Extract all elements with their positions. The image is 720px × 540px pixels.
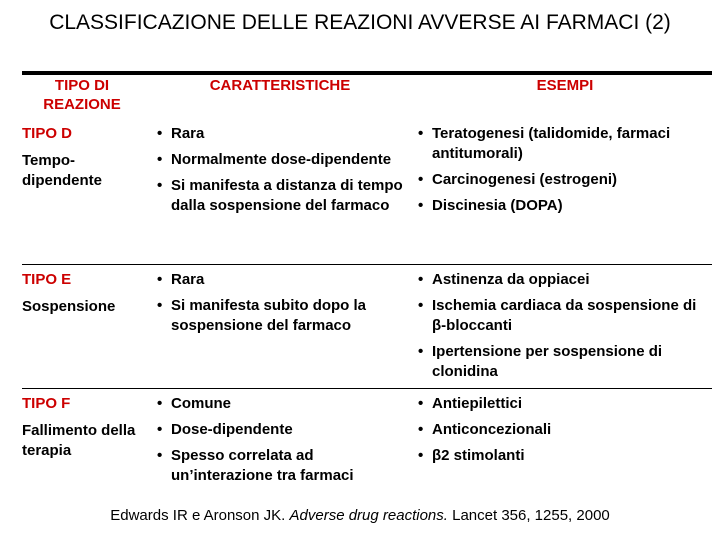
- list-item: • Ipertensione per sospensione di clonidina: [416, 342, 712, 382]
- slide-title: CLASSIFICAZIONE DELLE REAZIONI AVVERSE AI FARMACI (2): [49, 11, 671, 34]
- list-item: • Rara: [155, 124, 407, 144]
- list-item: • Teratogenesi (talidomide, farmaci antitumorali): [416, 124, 712, 164]
- list-item: • Rara: [155, 270, 417, 290]
- list-item: • Si manifesta subito dopo la sospensione del farmaco: [155, 296, 417, 336]
- header-examples: ESEMPI: [536, 77, 594, 94]
- list-item: • Ischemia cardiaca da sospensione di β-bloccanti: [416, 296, 712, 336]
- citation-source: Lancet 356, 1255, 2000: [452, 507, 610, 524]
- row-name: Tempo-dipendente: [22, 152, 103, 189]
- row-code: TIPO F: [22, 395, 71, 412]
- header-features: CARATTERISTICHE: [209, 77, 351, 94]
- list-item: • β2 stimolanti: [416, 446, 712, 466]
- row-divider: [22, 388, 712, 389]
- list-item: • Carcinogenesi (estrogeni): [416, 170, 712, 190]
- list-item: • Dose-dipendente: [155, 420, 407, 440]
- row-d-examples: [416, 124, 712, 216]
- citation: [40, 506, 680, 526]
- list-item: • Anticoncezionali: [416, 420, 712, 440]
- citation-work: Adverse drug reactions.: [289, 507, 448, 524]
- list-item: • Astinenza da oppiacei: [416, 270, 712, 290]
- list-item: • Spesso correlata ad un’interazione tra farmaci: [155, 446, 407, 486]
- header-type: TIPO DI REAZIONE: [43, 77, 121, 113]
- list-item: • Comune: [155, 394, 407, 414]
- row-d-features: [155, 124, 407, 216]
- row-f-type: [22, 394, 144, 461]
- row-divider: [22, 264, 712, 265]
- row-name: Fallimento della terapia: [22, 422, 136, 459]
- row-code: TIPO E: [22, 271, 72, 288]
- list-item: • Discinesia (DOPA): [416, 196, 712, 216]
- list-item: • Antiepilettici: [416, 394, 712, 414]
- row-code: TIPO D: [22, 125, 73, 142]
- list-item: • Si manifesta a distanza di tempo dalla sospensione del farmaco: [155, 176, 407, 216]
- row-d-type: [22, 124, 144, 191]
- list-item: • Normalmente dose-dipendente: [155, 150, 407, 170]
- row-f-examples: [416, 394, 712, 466]
- row-name: Sospensione: [22, 298, 116, 315]
- row-e-features: [155, 270, 417, 336]
- row-f-features: [155, 394, 407, 486]
- row-e-type: [22, 270, 144, 317]
- title-divider: [22, 71, 712, 75]
- citation-authors: Edwards IR e Aronson JK.: [110, 507, 286, 524]
- row-e-examples: [416, 270, 712, 382]
